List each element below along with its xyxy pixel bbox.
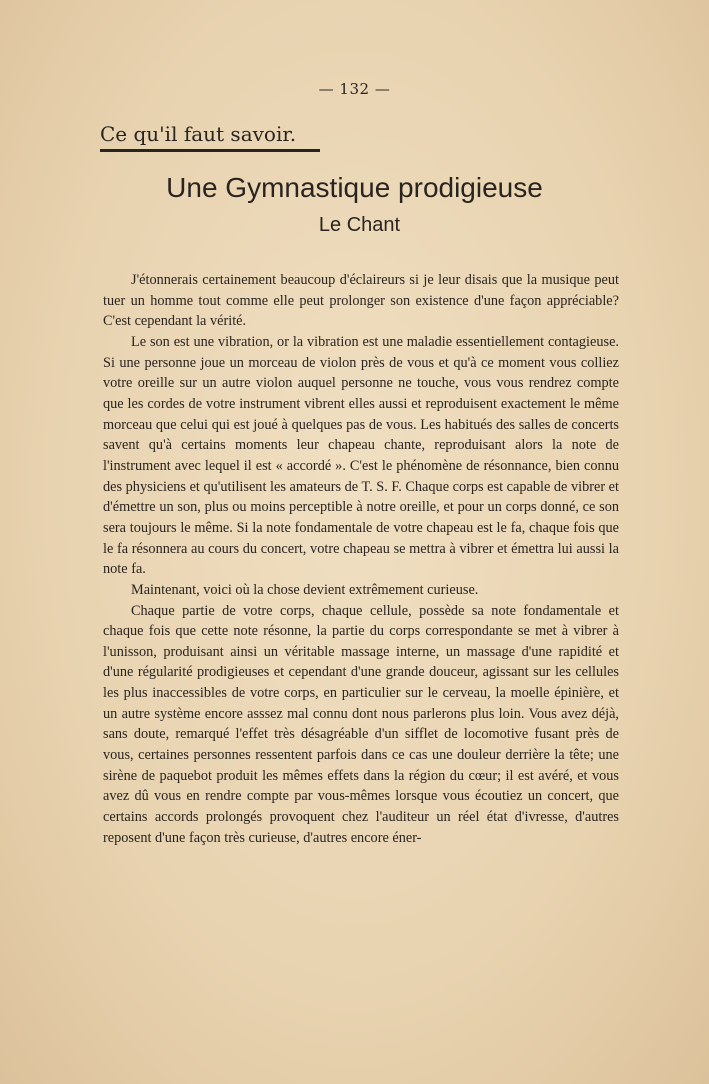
article-title: Une Gymnastique prodigieuse [166, 172, 543, 203]
paragraph: Le son est une vibration, or la vibration est une maladie essentiellement contagieuse. Si une personne joue un morceau de violon près de vous et qu'à ce moment vous colliez votre oreille sur un autre violon auquel personne ne touche, vous vous rendrez compte que les cordes de votre instrument vibrent elles aussi et reproduisent exactement le même morceau que celui qui est joué à quelques pas de vous. Les habitués des salles de concerts savent qu'à certains moments leur chapeau chante, reproduisant alors la note de l'instrument avec lequel il est « accordé ». C'est le phénomène de résonnance, bien connu des physiciens et qu'utilisent les amateurs de T. S. F. Chaque corps est capable de vibrer et d'émettre un son, plus ou moins perceptible à notre oreille, et pour un corps donné, ce son sera toujours le même. Si la note fondamentale de votre chapeau est le fa, chaque fois que le fa résonnera au cours du concert, votre chapeau se mettra à vibrer et émettra lui aussi la note fa. [103, 333, 619, 578]
paragraph: J'étonnerais certainement beaucoup d'éclaireurs si je leur disais que la musique peut tuer un homme tout comme elle peut prolonger son existence d'une façon appréciable? C'est cependant la vérité. [103, 272, 619, 330]
article-subtitle: Le Chant [318, 214, 401, 236]
section-label: Ce qu'il faut savoir. [100, 122, 320, 152]
paragraph: Chaque partie de votre corps, chaque cellule, possède sa note fondamentale et chaque fois que cette note résonne, la partie du corps correspondante se met à vibrer à l'unisson, produisant ainsi un véritable massage interne, un massage d'une rapidité et d'une régularité prodigieuses et cependant d'une grande douceur, agissant sur les cellules les plus inaccessibles de votre corps, en particulier sur le cerveau, la moelle épinière, et un autre système encore asssez mal connu dont nous parlerons plus loin. Vous avez déjà, sans doute, remarqué l'effet très désagréable d'un sifflet de locomotive fusant près de vous, certaines personnes ressentent parfois dans ce cas une douleur derrière la tête; une sirène de paquebot produit les mêmes effets dans la région du cœur; il est avéré, et vous avez dû vous en rendre compte par vous-mêmes lorsque vous écoutiez un concert, que certains accords prolongés provoquent chez l'auditeur un réel état d'ivresse, d'autres reposent d'une façon très curieuse, d'autres encore éner- [103, 602, 619, 846]
page-number: — 132 — [318, 80, 391, 98]
article-body [103, 270, 619, 848]
paragraph: Maintenant, voici où la chose devient extrêmement curieuse. [131, 581, 479, 598]
